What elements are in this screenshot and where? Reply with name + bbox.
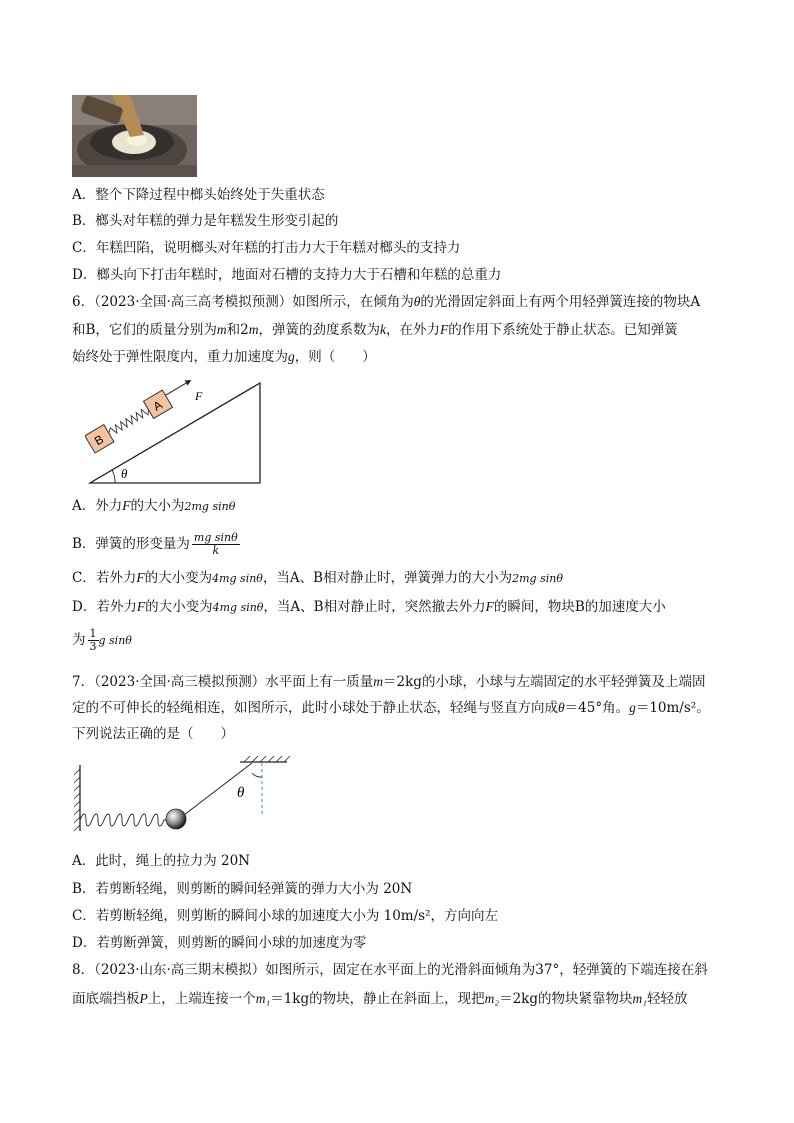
block-b-label: B [92, 432, 107, 449]
q6-option-b: B．弹簧的形变量为 $\frac{\text{mg sinθ}}{k}$ [72, 531, 238, 557]
q6-option-d-cont: 为 $\frac{1}{3}$ g sinθ [72, 627, 132, 653]
force-f-label: F [195, 389, 203, 403]
q7-option-c: C．若剪断轻绳，则剪断的瞬间小球的加速度大小为 10m/s²，方向向左 [72, 908, 498, 924]
q7-option-b: B．若剪断轻绳，则剪断的瞬间轻弹簧的弹力大小为 20N [72, 881, 413, 897]
spring-rope-figure [72, 755, 297, 835]
q6-option-c: C．若外力F的大小变为4mg sinθ，当A、B相对静止时，弹簧弹力的大小为2mg sinθ [72, 570, 563, 586]
q6-option-a: A．外力F的大小为2mg sinθ [72, 498, 236, 514]
q5-option-c: C．年糕凹陷，说明榔头对年糕的打击力大于年糕对榔头的支持力 [72, 240, 461, 256]
q7-option-a: A．此时，绳上的拉力为 20N [72, 853, 251, 869]
q7-stem-line2: 定的不可伸长的轻绳相连，如图所示，此时小球处于静止状态，轻绳与竖直方向成θ＝45°角。g＝10m/s²。 [72, 700, 710, 716]
q5-option-b: B．榔头对年糕的弹力是年糕发生形变引起的 [72, 213, 339, 229]
mortar-photo [72, 95, 197, 177]
q5-option-d: D．榔头向下打击年糕时，地面对石槽的支持力大于石槽和年糕的总重力 [72, 267, 502, 283]
q7-stem-line1: 7．（2023·全国·高三模拟预测）水平面上有一质量m＝2kg的小球，小球与左端固定的水平轻弹簧及上端固 [72, 674, 706, 690]
q6-stem-line1: 6．（2023·全国·高三高考模拟预测）如图所示，在倾角为θ的光滑固定斜面上有两个用轻弹簧连接的物块A [72, 294, 701, 310]
q8-stem-line1: 8．（2023·山东·高三期末模拟）如图所示，固定在水平面上的光滑斜面倾角为37°，轻弹簧的下端连接在斜 [72, 962, 708, 978]
angle-theta-label: θ [121, 466, 128, 481]
fraction-one-third: $\frac{1}{3}$ [89, 627, 97, 653]
incline-figure [85, 378, 270, 488]
q6-option-d: D．若外力F的大小变为4mg sinθ，当A、B相对静止时，突然撤去外力F的瞬间，物块B的加速度大小 [72, 599, 666, 615]
q7-stem-line3: 下列说法正确的是（ ） [72, 726, 234, 742]
q7-option-d: D．若剪断弹簧，则剪断的瞬间小球的加速度为零 [72, 935, 367, 951]
q7-theta-label: θ [237, 785, 245, 801]
block-a-label: A [150, 397, 165, 414]
fraction-deformation: $\frac{\text{mg sinθ}}{k}$ [193, 531, 238, 557]
q5-option-a: A．整个下降过程中榔头始终处于失重状态 [72, 187, 325, 203]
q8-stem-line2: 面底端挡板P上，上端连接一个m₁＝1kg的物块，静止在斜面上，现把m₂＝2kg的物块紧靠物块m₁轻轻放 [72, 991, 688, 1007]
q6-stem-line3: 始终处于弹性限度内，重力加速度为g，则（ ） [72, 349, 376, 365]
q6-stem-line2: 和B，它们的质量分别为m和2m，弹簧的劲度系数为k，在外力F的作用下系统处于静止状态。已知弹簧 [72, 322, 678, 338]
